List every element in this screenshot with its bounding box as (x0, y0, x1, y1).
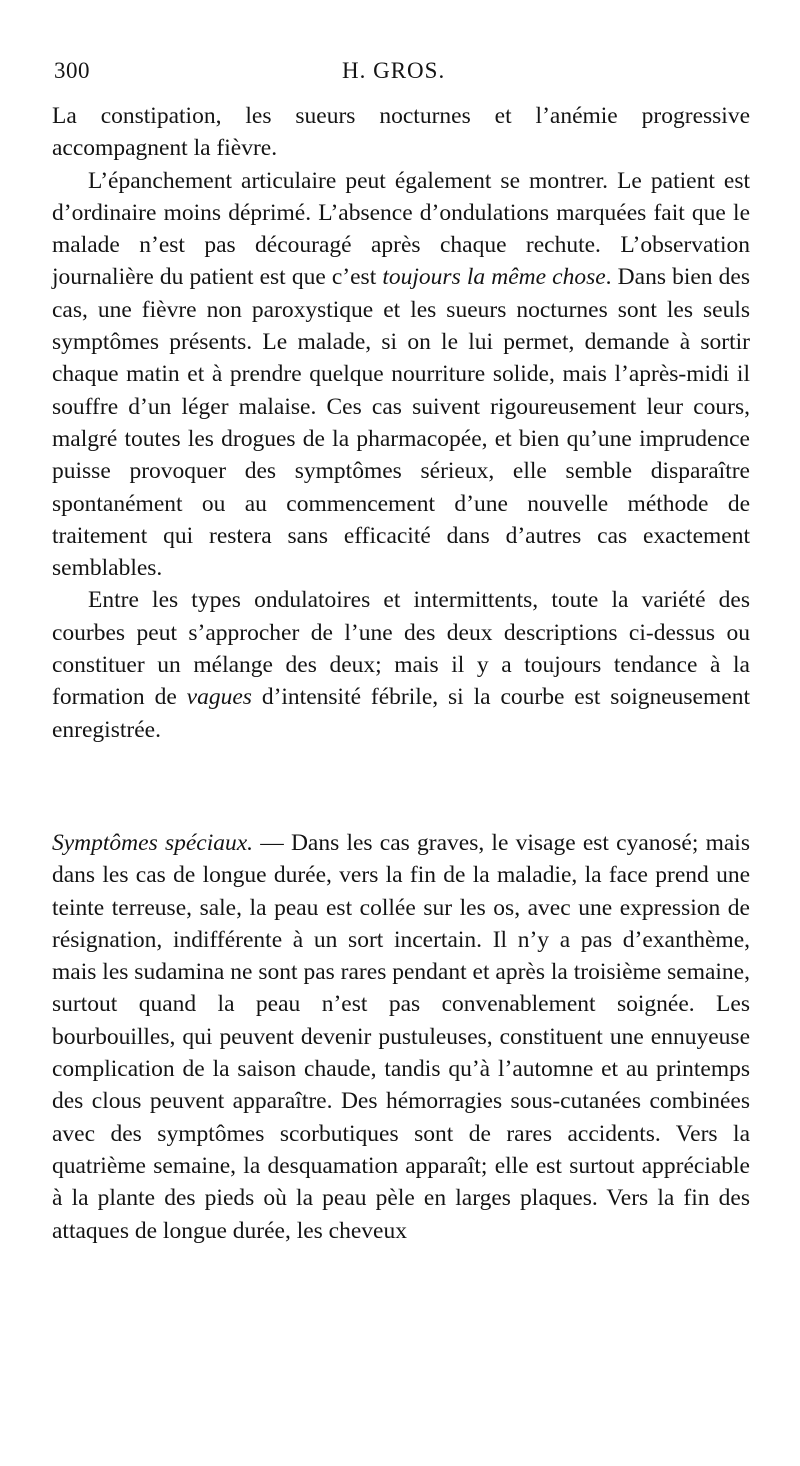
emphasis: toujours la même chose (382, 264, 606, 291)
paragraph-continuation (52, 100, 750, 165)
main-text (52, 100, 750, 746)
paragraph-text: La constipation, les sueurs nocturnes et l’anémie progressive accompagnent la fièvre. (52, 103, 750, 162)
emphasis: vagues (186, 684, 252, 711)
page-header (52, 58, 750, 88)
section-heading: Symptômes spéciaux. (52, 830, 254, 856)
paragraph-text: . Dans bien des cas, une fièvre non paroxystique et les sueurs nocturnes sont les seuls symptômes présents. Le malade, si on le lui permet, demande à sortir chaque matin et à prendre quelque nourriture solide, mais l’après-midi il souffre d’un léger malaise. Ces cas suivent rigoureusement leur cours, malgré toutes les drogues de la pharmacopée, et bien qu’une imprudence puisse provoquer des symptômes sérieux, elle semble disparaître spontanément ou au commencement d’une nouvelle méthode de traitement qui restera sans efficacité dans d’autres cas exactement semblables. (52, 264, 750, 582)
paragraph-text: — Dans les cas graves, le visage est cyanosé; mais dans les cas de longue durée, vers la fin de la maladie, la face prend une teinte terreuse, sale, la peau est collée sur les os, avec une expression de résignation, indifférente à un sort incertain. Il n’y a pas d’exanthème, mais les sudamina ne sont pas rares pendant et après la troisième semaine, surtout quand la peau n’est pas convenablement soignée. Les bourbouilles, qui peuvent devenir pustuleuses, constituent une ennuyeuse complication de la saison chaude, tandis qu’à l’automne et au printemps des clous peuvent apparaître. Des hémorragies sous-cutanées combinées avec des symptômes scorbutiques sont de rares accidents. Vers la quatrième semaine, la desquamation apparaît; elle est surtout appréciable à la plante des pieds où la peau pèle en larges plaques. Vers la fin des attaques de longue durée, les cheveux (52, 830, 750, 1244)
running-head: H. GROS. (342, 58, 446, 83)
paragraph-text: d’intensité fébrile, si la courbe est soigneusement enregistrée. (52, 684, 750, 743)
page-number: 300 (54, 58, 90, 83)
paragraph (52, 827, 750, 1247)
paragraph-text: L’épanchement articulaire peut également se montrer. Le patient est d’ordinaire moins déprimé. L’absence d’ondulations marquées fait que le malade n’est pas découragé après chaque rechute. L’observation journalière du patient est que c’est (52, 167, 750, 291)
section-special-symptoms (52, 827, 750, 1247)
paragraph-text: Entre les types ondulatoires et intermittents, toute la variété des courbes peut s’approcher de l’une des deux descriptions ci-dessus ou constituer un mélange des deux; mais il y a toujours tendance à la formation de (52, 587, 750, 711)
paragraph (52, 584, 750, 745)
paragraph (52, 165, 750, 585)
